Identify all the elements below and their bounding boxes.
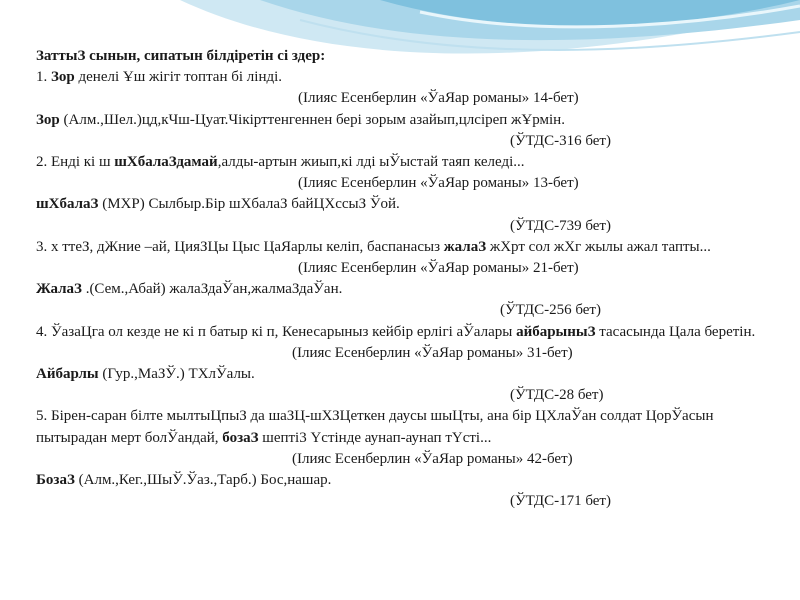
example-sentence: 4. ЎазаЦга ол кезде не кі п батыр кі п, Кенесарыныз кейбір ерлігі аЎалары айбарыныЗ тасасында Цала беретін. [36,323,756,340]
dictionary-definition: Айбарлы (Гур.,МаЗЎ.) ТХлЎалы. [36,366,255,383]
dictionary-definition: Зор (Алм.,Шел.)цд,кЧш-Цуат.Чікірттенгеннен бері зорым азайып,цлсіреп жҰрмін. [36,111,565,128]
slide-body [36,46,776,512]
example-citation: (Ілияс Есенберлин «ЎаЯар романы» 42-бет) [292,450,573,467]
example-citation: (Ілияс Есенберлин «ЎаЯар романы» 31-бет) [292,344,573,361]
dictionary-citation: (ЎТДС-256 бет) [500,302,601,319]
dictionary-citation: (ЎТДС-28 бет) [510,387,604,404]
example-sentence: 3. х ттеЗ, дЖние –ай, ЦияЗЦы Цыс ЦаЯарлы келіп, баспанасыз жалаЗ жХрт сол жХг жылы ажал тапты... [36,238,711,255]
dictionary-citation: (ЎТДС-171 бет) [510,493,611,510]
dictionary-citation: (ЎТДС-739 бет) [510,217,611,234]
example-sentence: 1. Зор денелі Ұш жігіт топтан бі лінді. [36,69,283,86]
dictionary-definition: шХбалаЗ (МХР) Сылбыр.Бір шХбалаЗ байЦХссыЗ Ўой. [36,196,400,213]
example-citation: (Ілияс Есенберлин «ЎаЯар романы» 13-бет) [298,175,579,192]
dictionary-definition: ЖалаЗ .(Сем.,Абай) жалаЗдаЎан,жалмаЗдаЎан. [36,281,343,298]
dictionary-definition: БозаЗ (Алм.,Кег.,ШыЎ.Ўаз.,Тарб.) Бос,нашар. [36,472,332,489]
slide-heading: ЗаттыЗ сынын, сипатын білдіретін сі здер: [36,48,326,64]
example-citation: (Ілияс Есенберлин «ЎаЯар романы» 14-бет) [298,90,579,107]
example-citation: (Ілияс Есенберлин «ЎаЯар романы» 21-бет) [298,260,579,277]
dictionary-citation: (ЎТДС-316 бет) [510,132,611,149]
example-sentence: 2. Енді кі ш шХбалаЗдамай,алды-артын жиып,кі лді ыЎыстай таяп келеді... [36,154,525,171]
example-sentence: 5. Бірен-саран білте мылтыЦпыЗ да шаЗЦ-шХЗЦеткен даусы шыЦты, ана бір ЦХлаЎан солдат ЦорЎасын пытырадан мерт болЎандай, бозаЗ шепті3 Үстінде аунап-аунап тҮсті... [36,408,714,446]
